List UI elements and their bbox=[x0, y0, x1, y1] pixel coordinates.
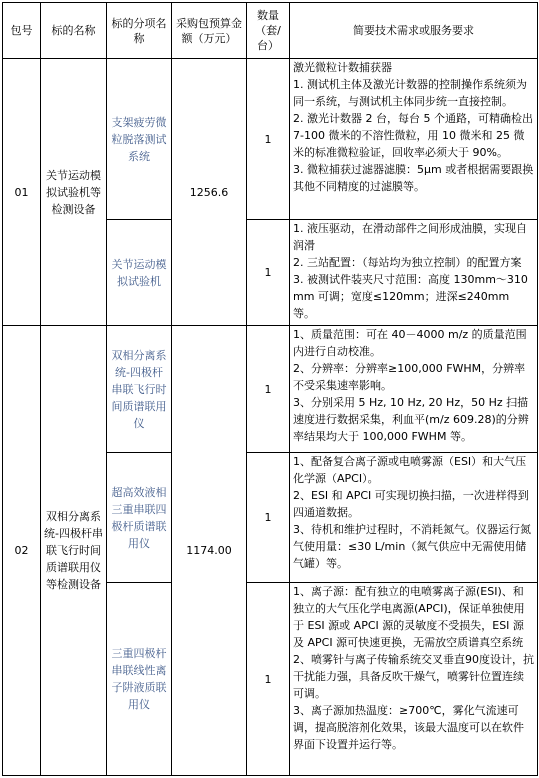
item-requirements bbox=[290, 453, 538, 583]
req-line: 1、配备复合离子源或电喷雾源（ESI）和大气压化学源（APCI）。 bbox=[293, 455, 527, 485]
item-qty: 1 bbox=[247, 326, 290, 453]
item-requirements bbox=[290, 220, 538, 326]
req-line: 激光微粒计数捕获器 bbox=[293, 61, 392, 74]
req-line: 1. 液压驱动，在滑动部件之间形成油膜，实现自润滑 bbox=[293, 222, 527, 252]
item-qty: 1 bbox=[247, 220, 290, 326]
header-name: 标的名称 bbox=[41, 3, 107, 59]
pkg-name: 关节运动模拟试验机等检测设备 bbox=[41, 59, 107, 326]
table-row bbox=[3, 326, 538, 453]
pkg-id: 01 bbox=[3, 59, 41, 326]
item-requirements bbox=[290, 59, 538, 220]
header-category: 标的分项名称 bbox=[107, 3, 172, 59]
req-line: 2. 三站配置：（每站均为独立控制）的配置方案 bbox=[293, 256, 522, 269]
procurement-table bbox=[2, 2, 538, 776]
pkg-id: 02 bbox=[3, 326, 41, 776]
req-line: 3. 被测试件装夹尺寸范围：高度 130mm～310mm 可调；宽度≤120mm；进深≤240mm 等。 bbox=[293, 273, 528, 320]
item-category: 关节运动模拟试验机 bbox=[107, 220, 172, 326]
header-qty: 数量（套/台） bbox=[247, 3, 290, 59]
item-requirements bbox=[290, 326, 538, 453]
req-line: 1、质量范围：可在 40－4000 m/z 的质量范围内进行自动校准。 bbox=[293, 328, 527, 358]
header-req: 简要技术需求或服务要求 bbox=[290, 3, 538, 59]
header-budget: 采购包预算金额（万元） bbox=[172, 3, 247, 59]
req-line: 2. 激光计数器 2 台，每台 5 个通路，可精确检出 7-100 微米的不溶性微粒，用 10 微米和 25 微米的标准微粒验证，回收率必须大于 90%。 bbox=[293, 112, 533, 159]
item-category: 支架疲劳微粒脱落测试系统 bbox=[107, 59, 172, 220]
req-line: 2、ESI 和 APCI 可实现切换扫描，一次进样得到四通道数据。 bbox=[293, 489, 529, 519]
req-line: 3、分别采用 5 Hz, 10 Hz, 20 Hz，50 Hz 扫描速度进行数据采集，利血平(m/z 609.28)的分辨率结果均大于 100,000 FWHM 等。 bbox=[293, 396, 529, 443]
item-requirements bbox=[290, 583, 538, 776]
item-qty: 1 bbox=[247, 453, 290, 583]
item-qty: 1 bbox=[247, 583, 290, 776]
req-line: 2、分辨率：分辨率≥100,000 FWHM，分辨率不受采集速率影响。 bbox=[293, 362, 526, 392]
req-line: 3. 微粒捕获过滤器滤膜：5μm 或者根据需要跟换其他不同精度的过滤膜等。 bbox=[293, 163, 534, 193]
header-row bbox=[3, 3, 538, 59]
header-pkg: 包号 bbox=[3, 3, 41, 59]
item-category: 双相分离系统-四极杆串联飞行时间质谱联用仪 bbox=[107, 326, 172, 453]
pkg-name: 双相分离系统-四极杆串联飞行时间质谱联用仪等检测设备 bbox=[41, 326, 107, 776]
req-line: 1. 测试机主体及激光计数器的控制操作系统须为同一系统，与测试机主体同步统一直接控制。 bbox=[293, 78, 527, 108]
table-row bbox=[3, 59, 538, 220]
pkg-budget: 1256.6 bbox=[172, 59, 247, 326]
item-category: 三重四极杆串联线性离子阱液质联用仪 bbox=[107, 583, 172, 776]
pkg-budget: 1174.00 bbox=[172, 326, 247, 776]
item-category: 超高效液相三重串联四极杆质谱联用仪 bbox=[107, 453, 172, 583]
req-line: 3、待机和维护过程时，不消耗氮气。仪器运行氮气使用量：≤30 L/min（氮气供应中无需使用储气罐）等。 bbox=[293, 523, 531, 570]
req-line: 2、喷雾针与离子传输系统交叉垂直90度设计，抗干扰能力强，具备反吹干燥气，喷雾针位置连续可调。 bbox=[293, 653, 534, 700]
item-qty: 1 bbox=[247, 59, 290, 220]
req-line: 3、离子源加热温度：≥700℃，雾化气流速可调，提高脱溶剂化效果，该最大温度可以在软件界面下设置并运行等。 bbox=[293, 704, 524, 751]
req-line: 1、离子源：配有独立的电喷雾离子源(ESI)、和独立的大气压化学电离源(APCI)，保证单独使用于 ESI 源或 APCI 源的灵敏度不受损失，ESI 源及 APCI 源可快速更换，无需放空质谱真空系统 bbox=[293, 585, 525, 649]
